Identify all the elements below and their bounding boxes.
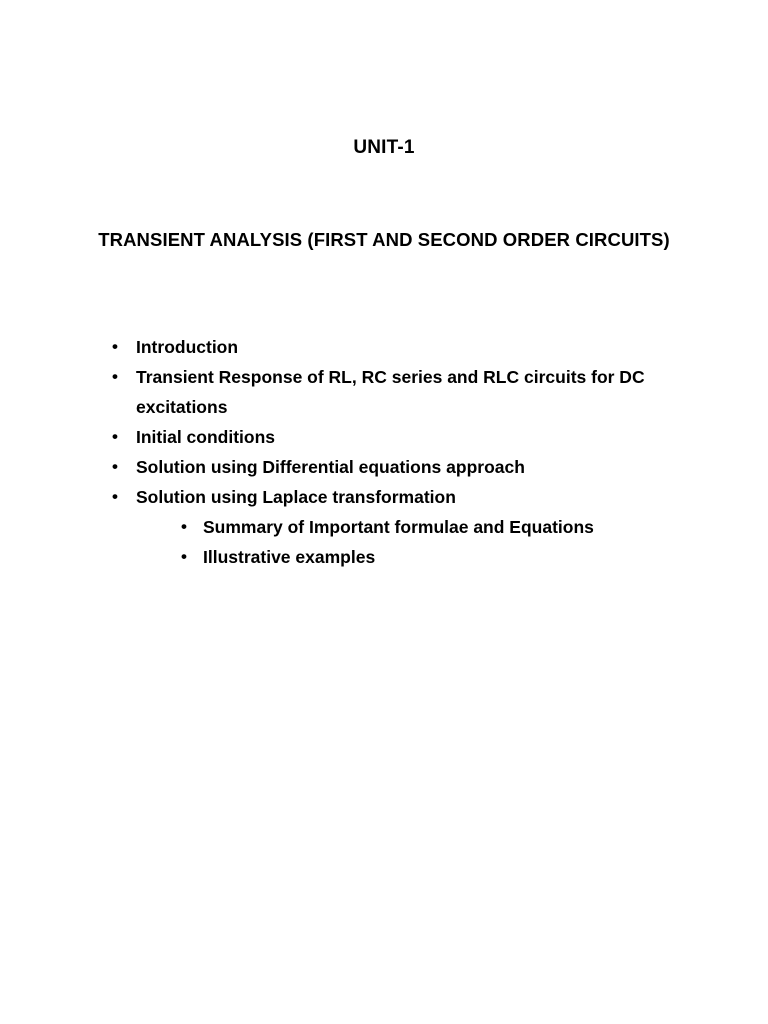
- subtopic-label: Summary of Important formulae and Equations: [203, 517, 594, 537]
- bullet-icon: •: [112, 427, 118, 446]
- bullet-icon: •: [112, 367, 118, 386]
- topic-label: Initial conditions: [136, 427, 276, 447]
- sub-list-item: [0, 512, 723, 542]
- topic-label: Solution using Differential equations approach: [136, 457, 525, 477]
- list-item: [0, 452, 656, 482]
- bullet-icon: •: [181, 547, 187, 566]
- list-item: [0, 482, 656, 512]
- list-item: [0, 362, 656, 422]
- list-item: [0, 332, 656, 362]
- topic-label: Solution using Laplace transformation: [136, 487, 456, 507]
- bullet-icon: •: [112, 457, 118, 476]
- topic-label: Transient Response of RL, RC series and RLC circuits for DC excitations: [136, 367, 645, 417]
- bullet-icon: •: [112, 337, 118, 356]
- bullet-icon: •: [112, 487, 118, 506]
- document-title: TRANSIENT ANALYSIS (FIRST AND SECOND ORDER CIRCUITS): [98, 229, 670, 250]
- subtopic-label: Illustrative examples: [203, 547, 376, 567]
- topic-list: [0, 332, 768, 572]
- list-item: [0, 422, 656, 452]
- unit-heading: UNIT-1: [353, 137, 415, 158]
- sub-list-item: [0, 542, 723, 572]
- topic-label: Introduction: [136, 337, 239, 357]
- bullet-icon: •: [181, 517, 187, 536]
